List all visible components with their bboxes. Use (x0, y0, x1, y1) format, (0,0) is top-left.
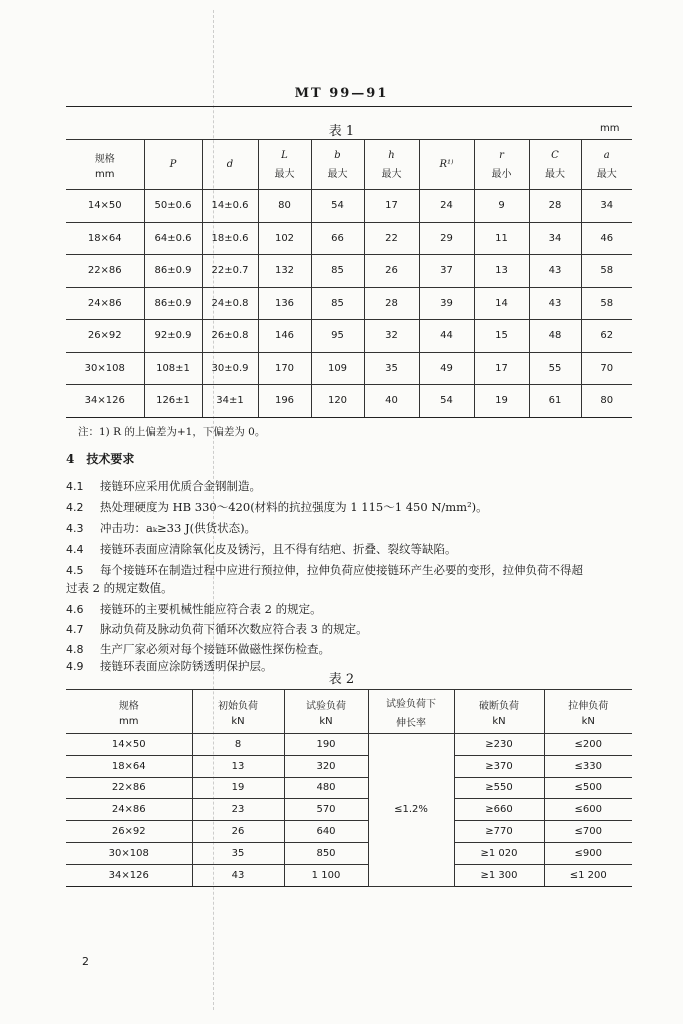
table2-cell: 34×126 (66, 864, 192, 886)
table2-cell: ≤600 (544, 799, 632, 821)
table1-col-header: 规格 mm (66, 140, 144, 190)
requirement-item: 4.3 冲击功：aₖ≥33 J(供货状态)。 (66, 521, 257, 535)
table1-cell: 18±0.6 (202, 222, 258, 255)
table1-col-header: b 最大 (311, 140, 364, 190)
table1-col-header: R¹⁾ (419, 140, 474, 190)
table1-cell: 26×92 (66, 320, 144, 353)
table2-cell: 13 (192, 755, 284, 777)
table1-cell: 40 (364, 385, 419, 418)
section-heading: 4 技术要求 (66, 452, 135, 466)
table1-cell: 55 (529, 352, 581, 385)
table2-col-header: 试验负荷 kN (284, 690, 368, 734)
table1-title: 表 1 (328, 124, 355, 139)
table1-col-header: P (144, 140, 202, 190)
table2-cell: ≤330 (544, 755, 632, 777)
table1 (66, 139, 632, 418)
table2-cell: 640 (284, 821, 368, 843)
table1-row (66, 320, 632, 353)
table1-cell: 126±1 (144, 385, 202, 418)
table2-cell: 22×86 (66, 777, 192, 799)
table1-cell: 80 (581, 385, 632, 418)
table1-cell: 22×86 (66, 255, 144, 288)
table1-cell: 108±1 (144, 352, 202, 385)
table1-cell: 24 (419, 190, 474, 223)
table2-cell: ≥370 (454, 755, 544, 777)
table1-cell: 50±0.6 (144, 190, 202, 223)
table1-cell: 34×126 (66, 385, 144, 418)
table1-col-header: h 最大 (364, 140, 419, 190)
table2-cell: ≤200 (544, 734, 632, 756)
table1-cell: 14×50 (66, 190, 144, 223)
table1-cell: 70 (581, 352, 632, 385)
table2-cell: ≤700 (544, 821, 632, 843)
table1-cell: 30±0.9 (202, 352, 258, 385)
requirement-item-continued: 过表 2 的规定数值。 (66, 581, 173, 595)
table1-cell: 17 (364, 190, 419, 223)
table2-row (66, 864, 632, 886)
table1-cell: 30×108 (66, 352, 144, 385)
table2-cell: ≥230 (454, 734, 544, 756)
table1-note: 注：1) R 的上偏差为+1，下偏差为 0。 (78, 426, 266, 438)
table2-cell: 320 (284, 755, 368, 777)
requirement-item: 4.7 脉动负荷及脉动负荷下循环次数应符合表 3 的规定。 (66, 622, 368, 636)
table2-cell: 35 (192, 842, 284, 864)
table1-unit: mm (600, 123, 620, 134)
table2-cell: 8 (192, 734, 284, 756)
requirement-item: 4.8 生产厂家必须对每个接链环做磁性探伤检查。 (66, 642, 330, 656)
table2-title: 表 2 (328, 672, 355, 687)
table1-cell: 95 (311, 320, 364, 353)
table1-cell: 26±0.8 (202, 320, 258, 353)
table1-cell: 86±0.9 (144, 287, 202, 320)
table1-cell: 15 (474, 320, 529, 353)
table2-row (66, 799, 632, 821)
table1-cell: 48 (529, 320, 581, 353)
requirement-item: 4.9 接链环表面应涂防锈透明保护层。 (66, 659, 273, 673)
table2-cell: 26×92 (66, 821, 192, 843)
table1-cell: 120 (311, 385, 364, 418)
table1-cell: 58 (581, 287, 632, 320)
table1-cell: 85 (311, 255, 364, 288)
table2-cell: 190 (284, 734, 368, 756)
table1-cell: 58 (581, 255, 632, 288)
table2-cell: 570 (284, 799, 368, 821)
table2-row (66, 755, 632, 777)
table1-cell: 22±0.7 (202, 255, 258, 288)
table1-row (66, 190, 632, 223)
table1-cell: 49 (419, 352, 474, 385)
table1-cell: 62 (581, 320, 632, 353)
table2-cell: 18×64 (66, 755, 192, 777)
table1-cell: 13 (474, 255, 529, 288)
table2-cell: 26 (192, 821, 284, 843)
table1-cell: 28 (529, 190, 581, 223)
table1-col-header: a 最大 (581, 140, 632, 190)
standard-code: MT 99—91 (294, 86, 389, 101)
table2-header-row (66, 690, 632, 734)
table1-cell: 26 (364, 255, 419, 288)
table1-cell: 11 (474, 222, 529, 255)
table1-col-header: C 最大 (529, 140, 581, 190)
table2-row (66, 777, 632, 799)
table2-row (66, 821, 632, 843)
table1-cell: 80 (258, 190, 311, 223)
table1-cell: 22 (364, 222, 419, 255)
table1-col-header: d (202, 140, 258, 190)
table1-cell: 19 (474, 385, 529, 418)
table1-row (66, 222, 632, 255)
table1-cell: 92±0.9 (144, 320, 202, 353)
table1-cell: 9 (474, 190, 529, 223)
table1-cell: 14 (474, 287, 529, 320)
table2-row (66, 734, 632, 756)
table1-cell: 24×86 (66, 287, 144, 320)
table1-cell: 14±0.6 (202, 190, 258, 223)
table2-elongation-cell: ≤1.2% (368, 734, 454, 887)
table2-cell: 850 (284, 842, 368, 864)
table1-cell: 17 (474, 352, 529, 385)
table2-cell: ≥550 (454, 777, 544, 799)
table2-cell: 24×86 (66, 799, 192, 821)
table1-header-row (66, 140, 632, 190)
table2-cell: ≤1 200 (544, 864, 632, 886)
requirement-item: 4.4 接链环表面应清除氧化皮及锈污，且不得有结疤、折叠、裂纹等缺陷。 (66, 542, 457, 556)
table1-cell: 37 (419, 255, 474, 288)
table1-cell: 43 (529, 255, 581, 288)
table1-cell: 46 (581, 222, 632, 255)
requirement-item: 4.2 热处理硬度为 HB 330～420(材料的抗拉强度为 1 115～1 450 N/mm²)。 (66, 500, 488, 514)
table1-cell: 43 (529, 287, 581, 320)
table1-cell: 66 (311, 222, 364, 255)
table1-cell: 54 (311, 190, 364, 223)
header-rule (66, 106, 632, 107)
table2-cell: 23 (192, 799, 284, 821)
table1-cell: 109 (311, 352, 364, 385)
table1-cell: 196 (258, 385, 311, 418)
requirement-item: 4.5 每个接链环在制造过程中应进行预拉伸，拉伸负荷应使接链环产生必要的变形，拉伸负荷不得超 (66, 563, 583, 577)
table2-cell: 30×108 (66, 842, 192, 864)
table2-col-header: 初始负荷 kN (192, 690, 284, 734)
table2-col-header: 规格 mm (66, 690, 192, 734)
requirement-item: 4.1 接链环应采用优质合金钢制造。 (66, 479, 261, 493)
table2-cell: 43 (192, 864, 284, 886)
table1-cell: 34 (529, 222, 581, 255)
table1-col-header: r 最小 (474, 140, 529, 190)
table1-row (66, 385, 632, 418)
table2-cell: ≥1 020 (454, 842, 544, 864)
table2-cell: ≤900 (544, 842, 632, 864)
requirement-item: 4.6 接链环的主要机械性能应符合表 2 的规定。 (66, 602, 322, 616)
table1-cell: 18×64 (66, 222, 144, 255)
table1-cell: 39 (419, 287, 474, 320)
table1-cell: 54 (419, 385, 474, 418)
table1-cell: 24±0.8 (202, 287, 258, 320)
table1-cell: 102 (258, 222, 311, 255)
table2-cell: 1 100 (284, 864, 368, 886)
table1-cell: 61 (529, 385, 581, 418)
table1-row (66, 352, 632, 385)
table2-cell: ≤500 (544, 777, 632, 799)
table1-cell: 136 (258, 287, 311, 320)
table2 (66, 689, 632, 887)
table1-col-header: L 最大 (258, 140, 311, 190)
table1-cell: 29 (419, 222, 474, 255)
table1-cell: 44 (419, 320, 474, 353)
table2-col-header: 破断负荷 kN (454, 690, 544, 734)
table1-cell: 64±0.6 (144, 222, 202, 255)
table2-col-header: 拉伸负荷 kN (544, 690, 632, 734)
table1-cell: 32 (364, 320, 419, 353)
page-number: 2 (82, 955, 89, 968)
table1-cell: 85 (311, 287, 364, 320)
table1-cell: 28 (364, 287, 419, 320)
table1-cell: 34 (581, 190, 632, 223)
table1-cell: 86±0.9 (144, 255, 202, 288)
table1-cell: 170 (258, 352, 311, 385)
table2-cell: 14×50 (66, 734, 192, 756)
table2-cell: 19 (192, 777, 284, 799)
table2-cell: 480 (284, 777, 368, 799)
table1-cell: 35 (364, 352, 419, 385)
table1-cell: 132 (258, 255, 311, 288)
table2-cell: ≥1 300 (454, 864, 544, 886)
table1-row (66, 255, 632, 288)
table2-col-header: 试验负荷下 伸长率 (368, 690, 454, 734)
table2-cell: ≥770 (454, 821, 544, 843)
table1-row (66, 287, 632, 320)
table1-cell: 146 (258, 320, 311, 353)
table2-cell: ≥660 (454, 799, 544, 821)
table2-row (66, 842, 632, 864)
table1-cell: 34±1 (202, 385, 258, 418)
